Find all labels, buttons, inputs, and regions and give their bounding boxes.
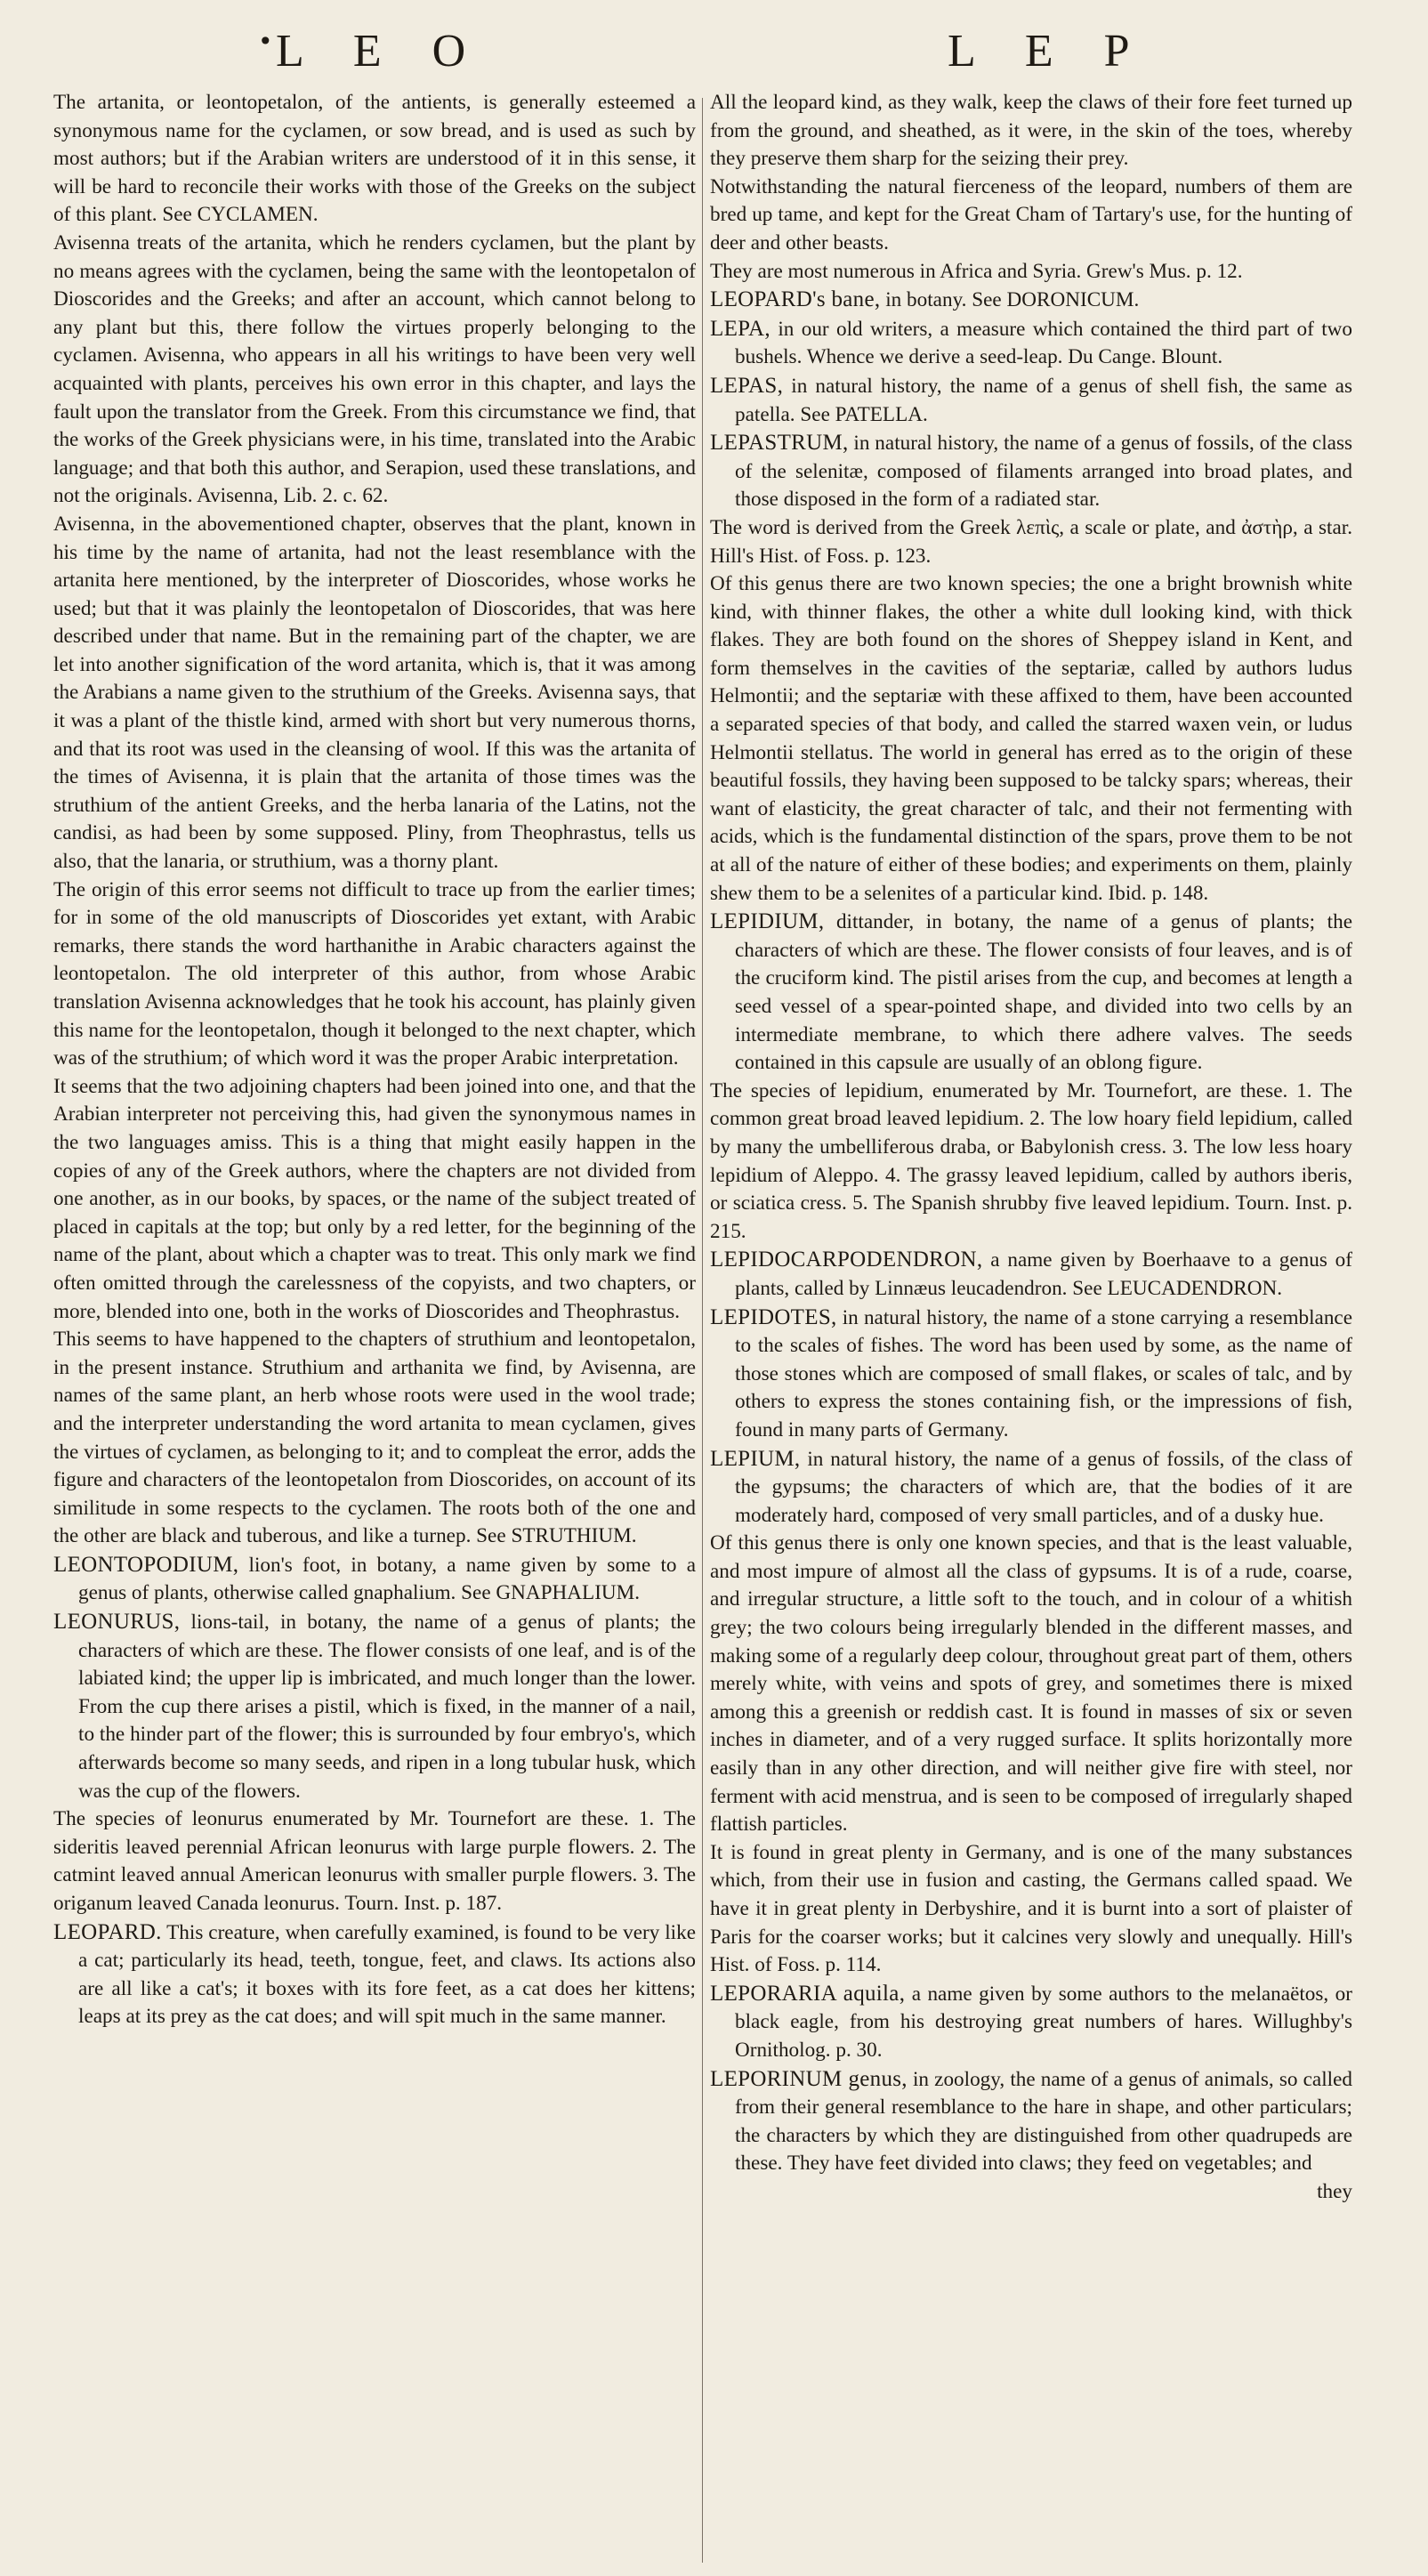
column-rule: [702, 98, 703, 2563]
dictionary-entry: [710, 2065, 1352, 2178]
entry-text: in natural history, the name of a genus of fossils, of the class of the gypsums; the characters of which are, that the bodies of it are moderately hard, composed of very small particles, and of a dusky hue.: [735, 1447, 1352, 1527]
entry-text: a name given by some authors to the melanaëtos, or black eagle, from his destroying great numbers of hares. Willughby's Ornitholog. p. 30.: [735, 1982, 1352, 2062]
paragraph: Notwithstanding the natural fierceness of the leopard, numbers of them are bred up tame, and kept for the Great Cham of Tartary's use, for the hunting of deer and other beasts.: [710, 174, 1352, 254]
paragraph: It is found in great plenty in Germany, and is one of the many substances which, from their use in fusion and casting, the Germans called spaad. We have it in great plenty in Derbyshire, and it is burnt into a sort of plaister of Paris for the coarser works; but it calcines very slowly and unequally. Hill's Hist. of Foss. p. 114.: [710, 1840, 1352, 1977]
entry-text: in natural history, the name of a genus of shell fish, the same as patella. See PATELLA.: [735, 374, 1352, 426]
dictionary-entry: [710, 286, 1352, 315]
entry-headword: LEPORINUM genus,: [710, 2066, 908, 2091]
paragraph: Avisenna treats of the artanita, which he renders cyclamen, but the plant by no means agrees with the cyclamen, being the same with the leontopetalon of Dioscorides and the Greeks; and after an account, which cannot belong to any plant but this, there follow the virtues properly belonging to the cyclamen. Avisenna, who appears in all his writings to have been very well acquainted with plants, perceives his own error in this chapter, and lays the fault upon the translator from the Greek. From this circumstance we find, that the works of the Greek physicians were, in his time, translated into the Arabic language; and that both this author, and Serapion, used these translations, and not the originals. Avisenna, Lib. 2. c. 62.: [53, 230, 696, 508]
paragraph: This seems to have happened to the chapters of struthium and leontopetalon, in the present instance. Struthium and arthanita we find, by Avisenna, are names of the same plant, an herb whose roots were used in the wool trade; and the interpreter understanding the word artanita to mean cyclamen, gives the virtues of cyclamen, as belonging to it; and to compleat the error, adds the figure and characters of the leontopetalon from Dioscorides, on account of its similitude in some respects to the cyclamen. The roots both of the one and the other are black and tuberous, and like a turnep. See STRUTHIUM.: [53, 1328, 696, 1548]
entry-text: lion's foot, in botany, a name given by some to a genus of plants, otherwise called gnaphalium. See GNAPHALIUM.: [78, 1553, 696, 1605]
dictionary-entry: [710, 908, 1352, 1078]
entry-headword: LEPASTRUM,: [710, 431, 849, 456]
dictionary-entry: [710, 1980, 1352, 2065]
entry-text: in natural history, the name of a genus of fossils, of the class of the selenitæ, composed of filaments arranged into broad plates, and those disposed in the form of a radiated star.: [735, 432, 1352, 512]
entry-headword: LEOPARD's bane,: [710, 287, 881, 312]
entry-headword: LEPIUM,: [710, 1446, 801, 1471]
running-head-right: L E P: [948, 26, 1150, 77]
catchword: they: [1317, 2179, 1352, 2203]
entry-text: dittander, in botany, the name of a genus of plants; the characters of which are these. The flower consists of four leaves, and is of the cruciform kind. The pistil arises from the cup, and becomes at length a seed vessel of a spear-pointed shape, and divided into two cells by an intermediate membrane, to which there adhere valves. The seeds contained in this capsule are usually of an oblong figure.: [735, 910, 1352, 1075]
paragraph: It seems that the two adjoining chapters had been joined into one, and that the Arabian interpreter not perceiving this, had given the synonymous names in the two languages amiss. This is a thing that might easily happen in the copies of any of the Greek authors, where the chapters are not divided from one another, as in our books, by spaces, or the name of the subject treated of placed in capitals at the top; but only by a red letter, for the beginning of the name of the plant, about which a chapter was to treat. This only mark we find often omitted through the carelessness of the copyists, and two chapters, or more, blended into one, both in the works of Dioscorides and Theophrastus.: [53, 1074, 696, 1323]
entry-text: in zoology, the name of a genus of animals, so called from their general resemblance to the hare in shape, and other particulars; the characters by which they are distinguished from other quadrupeds are these. They have feet divided into claws; they feed on vegetables; and: [735, 2067, 1352, 2176]
paragraph: The artanita, or leontopetalon, of the antients, is generally esteemed a synonymous name for the cyclamen, or sow bread, and is used as such by most authors; but if the Arabian writers are understood of it in this sense, it will be hard to reconcile their works with those of the Greeks on the subject of this plant. See CYCLAMEN.: [53, 91, 696, 227]
entry-headword: LEOPARD.: [53, 1919, 162, 1944]
running-heads: [0, 25, 1428, 87]
dictionary-entry: [53, 1918, 696, 2031]
paragraph: They are most numerous in Africa and Syria. Grew's Mus. p. 12.: [710, 259, 1243, 283]
dictionary-entry: [53, 1608, 696, 1805]
entry-headword: LEONTOPODIUM,: [53, 1552, 239, 1577]
entry-text: in natural history, the name of a stone carrying a resemblance to the scales of fishes. The word has been used by some, as the name of those stones which are composed of small flakes, or scales of talc, and by others to express the stones containing fish, or the impressions of fish, found in many parts of Germany.: [735, 1305, 1352, 1441]
entry-headword: LEPORARIA aquila,: [710, 1981, 906, 2006]
entry-headword: LEONURUS,: [53, 1610, 181, 1635]
head-dot: •: [258, 27, 273, 56]
entry-text: in our old writers, a measure which contained the third part of two bushels. Whence we derive a seed-leap. Du Cange. Blount.: [735, 317, 1352, 369]
paragraph: Of this genus there are two known species; the one a bright brownish white kind, with thinner flakes, the other a white dull looking kind, with thick flakes. They are both found on the shores of Sheppey island in Kent, and form themselves in the cavities of the septariæ, called by authors ludus Helmontii; and the septariæ with these affixed to them, have been accounted a separated species of that body, and called the starred waxen vein, or ludus Helmontii stellatus. The world in general has erred as to the origin of these beautiful fossils, they having been supposed to be talcky spars; whereas, their want of elasticity, the great character of talc, and their not fermenting with acids, which is the fundamental distinction of the spars, prove them to be not at all of the nature of either of these bodies; and experiments on them, plainly shew them to be a selenites of a particular kind. Ibid. p. 148.: [710, 572, 1352, 905]
paragraph: The species of leonurus enumerated by Mr. Tournefort are these. 1. The sideritis leaved perennial African leonurus with large purple flowers. 2. The catmint leaved annual American leonurus with smaller purple flowers. 3. The origanum leaved Canada leonurus. Tourn. Inst. p. 187.: [53, 1807, 696, 1915]
entry-text: in botany. See DORONICUM.: [880, 288, 1140, 312]
entry-headword: LEPA,: [710, 316, 770, 341]
dictionary-entry: [710, 1445, 1352, 1530]
paragraph: The species of lepidium, enumerated by Mr. Tournefort, are these. 1. The common great broad leaved lepidium. 2. The low hoary field lepidium, called by many the umbelliferous draba, or Babylonish cress. 3. The low less hoary lepidium of Aleppo. 4. The grassy leaved lepidium, called by authors iberis, or sciatica cress. 5. The Spanish shrubby five leaved lepidium. Tourn. Inst. p. 215.: [710, 1078, 1352, 1243]
paragraph: The origin of this error seems not difficult to trace up from the earlier times; for in some of the old manuscripts of Dioscorides yet extant, with Arabic remarks, there stands the word harthanithe in Arabic characters against the leontopetalon. The old interpreter of this author, from whose Arabic translation Avisenna acknowledges that he took his account, has plainly given this name for the leontopetalon, though it belonged to the next chapter, which was of the struthium; of which word it was the proper Arabic interpretation.: [53, 877, 696, 1070]
entry-headword: LEPAS,: [710, 373, 784, 398]
paragraph: All the leopard kind, as they walk, keep the claws of their fore feet turned up from the ground, and sheathed, as it were, in the skin of the toes, whereby they preserve them sharp for the seizing their prey.: [710, 91, 1352, 171]
dictionary-entry: [53, 1551, 696, 1608]
dictionary-entry: [710, 372, 1352, 429]
dictionary-entry: [710, 429, 1352, 514]
left-column: [53, 89, 696, 2572]
paragraph: The word is derived from the Greek λεπὶς, a scale or plate, and ἀστὴρ, a star. Hill's Hist. of Foss. p. 123.: [710, 515, 1352, 568]
dictionary-entry: [710, 1304, 1352, 1445]
entry-text: a name given by Boerhaave to a genus of plants, called by Linnæus leucadendron. See LEUCADENDRON.: [735, 1248, 1352, 1300]
paragraph: Avisenna, in the abovementioned chapter, observes that the plant, known in his time by the name of artanita, had not the least resemblance with the artanita here mentioned, by the interpreter of Dioscorides, whose works he used; but that it was plainly the leontopetalon of Dioscorides, that was here described under that name. But in the remaining part of the chapter, we are let into another signification of the word artanita, which is, that it was among the Arabians a name given to the struthium of the Greeks. Avisenna says, that it was a plant of the thistle kind, armed with short but very numerous thorns, and that its root was used in the cleansing of wool. If this was the artanita of the times of Avisenna, it is plain that the artanita of those times was the struthium of the antient Greeks, and the herba lanaria of the Latins, not the candisi, as had been by some supposed. Pliny, from Theophrastus, tells us also, that the lanaria, or struthium, was a thorny plant.: [53, 512, 696, 874]
entry-headword: LEPIDOTES,: [710, 1304, 837, 1329]
entry-headword: LEPIDIUM,: [710, 909, 825, 934]
right-column: [710, 89, 1352, 2572]
dictionary-entry: [710, 1246, 1352, 1303]
entry-text: This creature, when carefully examined, is found to be very like a cat; particularly its head, teeth, tongue, feet, and claws. Its actions also are all like a cat's; it boxes with its fore feet, as a cat does her kittens; leaps at its prey as the cat does; and will spit much in the same manner.: [78, 1920, 696, 2029]
entry-headword: LEPIDOCARPODENDRON,: [710, 1248, 983, 1272]
dictionary-entry: [710, 315, 1352, 372]
entry-text: lions-tail, in botany, the name of a genus of plants; the characters of which are these. The flower consists of one leaf, and is of the labiated kind; the upper lip is imbricated, and much longer than the lower. From the cup there arises a pistil, which is fixed, in the manner of a nail, to the hinder part of the flower; this is surrounded by four embryo's, which afterwards become so many seeds, and ripen in a long tubular husk, which was the cup of the flowers.: [78, 1611, 696, 1803]
running-head-left: L E O: [276, 26, 486, 77]
paragraph: Of this genus there is only one known species, and that is the least valuable, and most impure of almost all the class of gypsums. It is of a rude, coarse, and irregular structure, a little soft to the touch, and in colour of a whitish grey; the two colours being irregularly blended in the different masses, and making some of a regularly deep colour, throughout great part of them, others merely white, with veins and spots of grey, and sometimes there is mixed among this a greenish or reddish cast. It is found in masses of six or seven inches in diameter, and of a very rugged surface. It splits horizontally more easily than in any other direction, and will neither give fire with steel, nor ferment with acid menstrua, and is seen to be composed of irregularly shaped flattish particles.: [710, 1531, 1352, 1837]
